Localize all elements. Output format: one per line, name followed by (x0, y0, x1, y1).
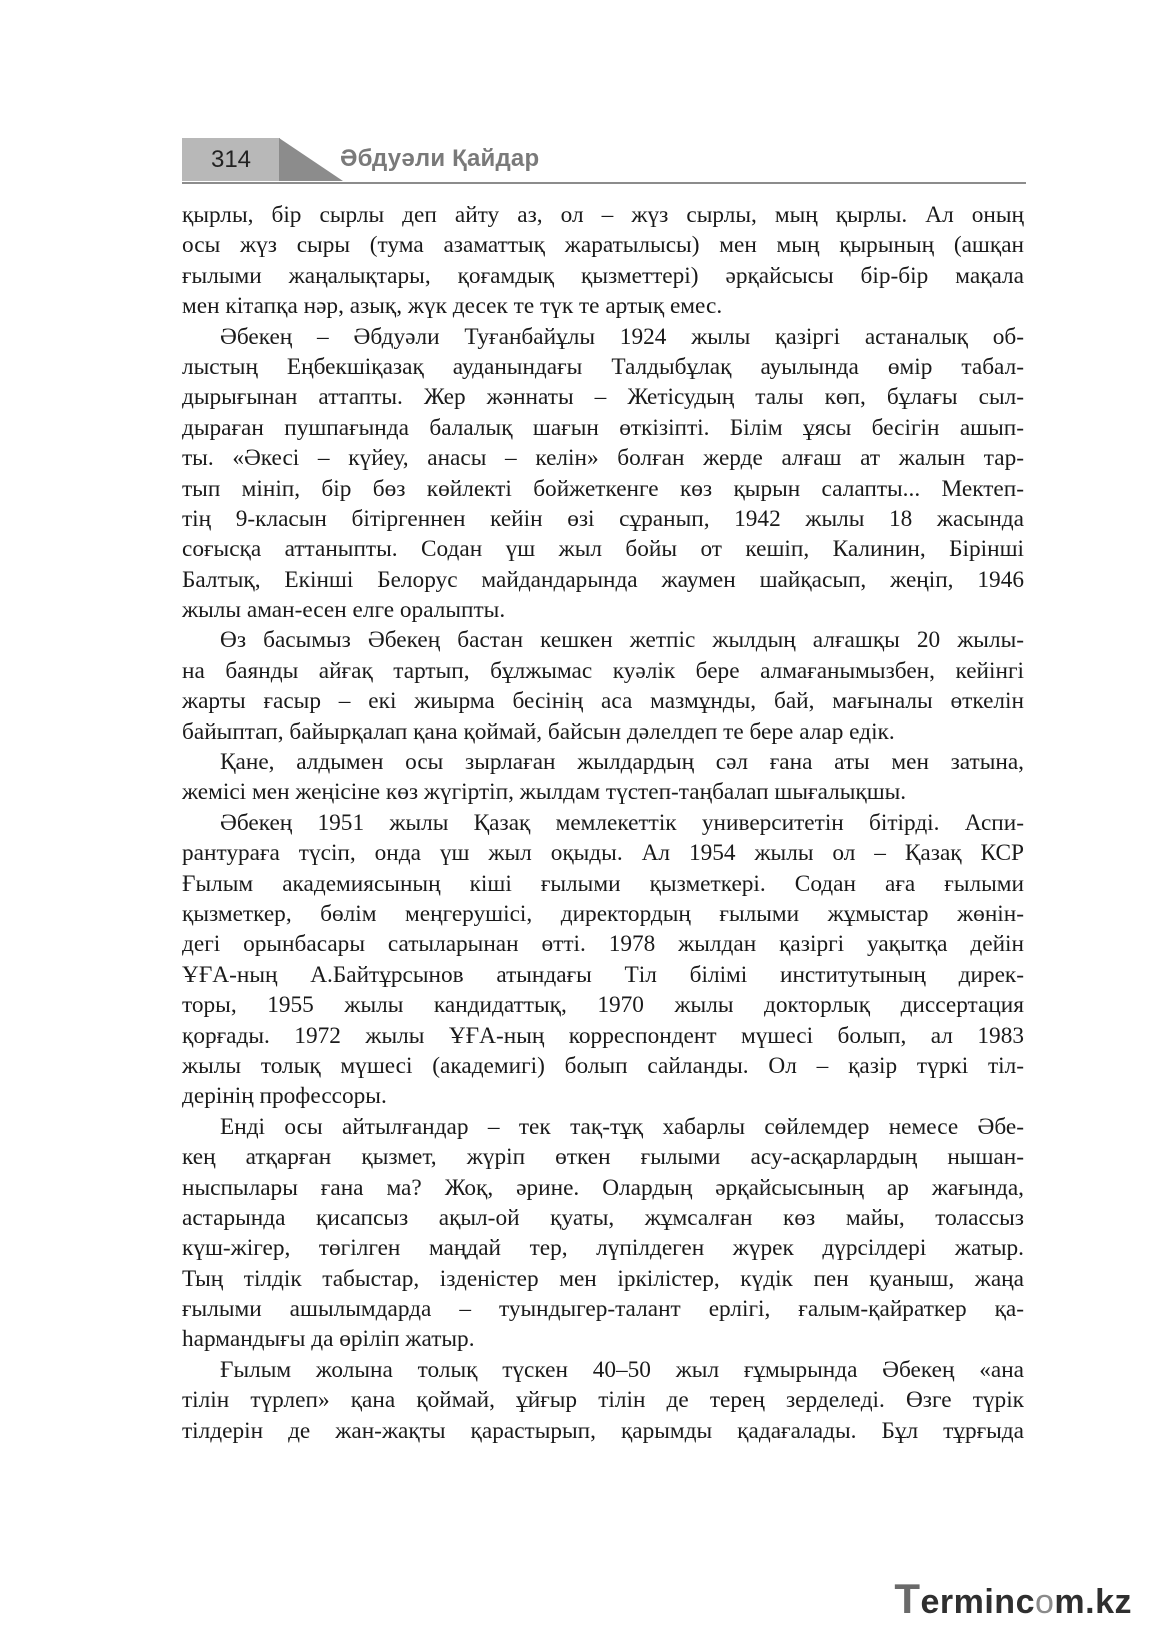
text-line: соғысқа аттаныпты. Содан үш жыл бойы от кешіп, Калинин, Бірінші (182, 536, 1024, 563)
text-line: Әбекең 1951 жылы Қазақ мемлекеттік университетін бітірді. Аспи- (220, 809, 1024, 836)
text-line: Қане, алдымен осы зырлаған жылдардың сәл ғана аты мен затына, (220, 749, 1024, 776)
text-line: жылы толық мүшесі (академигі) болып сайланды. Ол – қазір түркі тіл- (182, 1052, 1024, 1079)
text-line: дырығынан аттапты. Жер жәннаты – Жетісудың талы көп, бұлағы сыл- (182, 384, 1024, 411)
text-line: ғылыми жаңалықтары, қоғамдық қызметтері) әрқайсысы бір-бір мақала (182, 262, 1024, 289)
text-line: тып мініп, бір бөз көйлекті бойжеткенге көз қырын салапты... Мектеп- (182, 475, 1024, 502)
text-line: осы жүз сыры (тума азаматтық жаратылысы) мен мың қырының (ашқан (182, 232, 1024, 259)
text-line: ныспылары ғана ма? Жоқ, әрине. Олардың әрқайсысының ар жағында, (182, 1174, 1024, 1201)
text-line: һармандығы да өріліп жатыр. (182, 1326, 475, 1353)
text-line: дегі орынбасары сатыларынан өтті. 1978 жылдан қазіргі уақытқа дейін (182, 931, 1024, 958)
text-line: тілін түрлеп» қана қоймай, ұйғыр тілін де терең зерделеді. Өзге түрік (182, 1387, 1024, 1414)
text-line: ты. «Әкесі – күйеу, анасы – келін» болған жерде алғаш ат жалын тар- (182, 445, 1024, 472)
watermark-part2: m.kz (1054, 1583, 1132, 1621)
watermark-part1: erminc (920, 1583, 1035, 1621)
text-line: торы, 1955 жылы кандидаттық, 1970 жылы докторлық диссертация (182, 992, 1024, 1019)
text-line: қырлы, бір сырлы деп айту аз, ол – жүз сырлы, мың қырлы. Ал оның (182, 202, 1024, 228)
header-wedge-decoration (279, 138, 343, 181)
text-line: байыптап, байырқалап қана қоймай, байсын дәлелдеп те бере алар едік. (182, 718, 895, 745)
text-line: Ғылым жолына толық түскен 40–50 жыл ғұмырында Әбекең «ана (220, 1356, 1024, 1383)
running-title: Әбдуәли Қайдар (340, 145, 540, 172)
text-line: на баянды айғақ тартып, бұлжымас куәлік бере алмағанымызбен, кейінгі (182, 657, 1024, 684)
text-line: кең атқарған қызмет, жүріп өткен ғылыми асу-асқарлардың нышан- (182, 1144, 1024, 1171)
text-line: тілдерін де жан-жақты қарастырып, қарымды қадағалады. Бұл тұрғыда (182, 1417, 1024, 1444)
text-line: тің 9-класын бітіргеннен кейін өзі сұранып, 1942 жылы 18 жасында (182, 505, 1024, 532)
watermark-o: o (1034, 1583, 1055, 1621)
text-line: лыстың Еңбекшіқазақ ауданындағы Талдыбұлақ ауылында өмір табал- (182, 353, 1024, 380)
text-line: Балтық, Екінші Белорус майдандарында жаумен шайқасып, жеңіп, 1946 (182, 566, 1024, 593)
text-line: жарты ғасыр – екі жиырма бесінің аса мазмұнды, бай, мағыналы өткелін (182, 688, 1024, 715)
text-line: дыраған пушпағында балалық шағын өткізіпті. Білім ұясы бесігін ашып- (182, 414, 1024, 441)
text-line: ҰҒА-ның А.Байтұрсынов атындағы Тіл білімі институтының дирек- (182, 961, 1024, 988)
text-line: жемісі мен жеңісіне көз жүгіртіп, жылдам түстеп-таңбалап шығалықшы. (182, 779, 907, 806)
text-line: Енді осы айтылғандар – тек тақ-тұқ хабарлы сөйлемдер немесе Әбе- (220, 1113, 1024, 1140)
page-header (182, 138, 1026, 188)
watermark-logo (894, 1575, 1132, 1623)
body-text (182, 200, 1024, 1446)
text-line: күш-жігер, төгілген маңдай тер, лүпілдеген жүрек дүрсілдері жатыр. (182, 1235, 1024, 1262)
text-line: қорғады. 1972 жылы ҰҒА-ның корреспондент мүшесі болып, ал 1983 (182, 1022, 1024, 1049)
text-line: қызметкер, бөлім меңгерушісі, директордың ғылыми жұмыстар жөнін- (182, 900, 1024, 927)
text-line: Тың тілдік табыстар, ізденістер мен іркілістер, күдік пен қуаныш, жаңа (182, 1265, 1024, 1292)
text-line: Ғылым академиясының кіші ғылыми қызметкері. Содан аға ғылыми (182, 870, 1024, 897)
text-line: ғылыми ашылымдарда – туындыгер-талант ерлігі, ғалым-қайраткер қа- (182, 1296, 1024, 1323)
watermark-t: T (894, 1575, 921, 1622)
text-line: дерінің профессоры. (182, 1083, 387, 1110)
text-line: Әбекең – Әбдуәли Туғанбайұлы 1924 жылы қазіргі астаналық об- (220, 323, 1024, 350)
header-rule (182, 182, 1026, 184)
text-line: Өз басымыз Әбекең бастан кешкен жетпіс жылдың алғашқы 20 жылы- (220, 627, 1024, 654)
text-line: рантураға түсіп, онда үш жыл оқыды. Ал 1954 жылы ол – Қазақ КСР (182, 840, 1024, 867)
page-number: 314 (210, 146, 252, 173)
text-line: астарында қисапсыз ақыл-ой қуаты, жұмсалған көз майы, толассыз (182, 1204, 1024, 1231)
text-line: жылы аман-есен елге оралыпты. (182, 597, 506, 624)
text-line: мен кітапқа нәр, азық, жүк десек те түк те артық емес. (182, 293, 723, 320)
